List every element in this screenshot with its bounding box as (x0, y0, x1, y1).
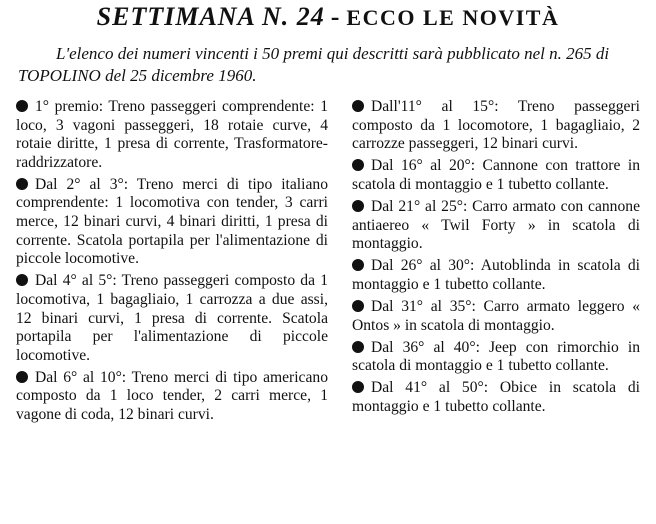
bullet-icon (352, 200, 364, 212)
bullet-icon (16, 178, 28, 190)
prize-item (352, 339, 640, 376)
prize-item (16, 176, 328, 269)
prize-text: Dall'11° al 15°: Treno passeggeri composto da 1 locomotore, 1 bagagliaio, 2 carrozze passeggeri, 12 binari curvi. (352, 98, 640, 153)
prize-item (352, 298, 640, 335)
prize-text: Dal 6° al 10°: Treno merci di tipo americano composto da 1 loco tender, 2 carri merce, 1 vagone di coda, 12 binari curvi. (16, 368, 328, 423)
prize-text: Dal 2° al 3°: Treno merci di tipo italiano comprendente: 1 locomotiva con tender, 3 carri merce, 12 binari curvi, 4 binari diritti, 1 presa di corrente. Scatola portapila per l'alimentazione di piccole locomotive. (16, 175, 328, 268)
page-title (0, 2, 656, 32)
prize-list-right (352, 98, 640, 420)
prize-text: Dal 41° al 50°: Obice in scatola di montaggio e 1 tubetto collante. (352, 379, 640, 415)
prize-item (352, 98, 640, 154)
prize-item (352, 157, 640, 194)
prize-item (16, 369, 328, 425)
prize-text: 1° premio: Treno passeggeri comprendente: 1 loco, 3 vagoni passeggeri, 18 rotaie curve, 4 rotaie diritte, 1 presa di corrente, Trasformatore-raddrizzatore. (16, 98, 328, 171)
bullet-icon (16, 274, 28, 286)
bullet-icon (352, 300, 364, 312)
bullet-icon (352, 259, 364, 271)
bullet-icon (16, 100, 28, 112)
prize-item (352, 198, 640, 254)
prize-item (16, 98, 328, 172)
title-subtitle: ECCO LE NOVITÀ (346, 5, 560, 30)
bullet-icon (352, 341, 364, 353)
prize-text: Dal 31° al 35°: Carro armato leggero « Ontos » in scatola di montaggio. (352, 297, 640, 334)
prize-text: Dal 36° al 40°: Jeep con rimorchio in scatola di montaggio e 1 tubetto collante. (352, 338, 640, 375)
bullet-icon (352, 100, 364, 112)
bullet-icon (352, 159, 364, 171)
title-separator: - (330, 2, 341, 31)
prize-text: Dal 26° al 30°: Autoblinda in scatola di montaggio e 1 tubetto collante. (352, 257, 640, 293)
prize-list-left (16, 98, 328, 428)
prize-text: Dal 21° al 25°: Carro armato con cannone antiaereo « Twil Forty » in scatola di montaggio. (352, 197, 640, 253)
prize-item (352, 379, 640, 416)
prize-item (16, 272, 328, 365)
intro-paragraph: L'elenco dei numeri vincenti i 50 premi qui descritti sarà pubblicato nel n. 265 di TOPOLINO del 25 dicembre 1960. (18, 44, 610, 85)
prize-item (352, 257, 640, 294)
bullet-icon (352, 381, 364, 393)
prize-text: Dal 4° al 5°: Treno passeggeri composto da 1 locomotiva, 1 bagagliaio, 1 carrozza a due assi, 12 binari curvi, 1 presa di corrente. Scatola portapila per l'alimentazione di piccole locomotive. (16, 272, 328, 364)
prize-text: Dal 16° al 20°: Cannone con trattore in scatola di montaggio e 1 tubetto collante. (352, 157, 640, 193)
title-main: SETTIMANA N. 24 (96, 2, 325, 31)
bullet-icon (16, 371, 28, 383)
